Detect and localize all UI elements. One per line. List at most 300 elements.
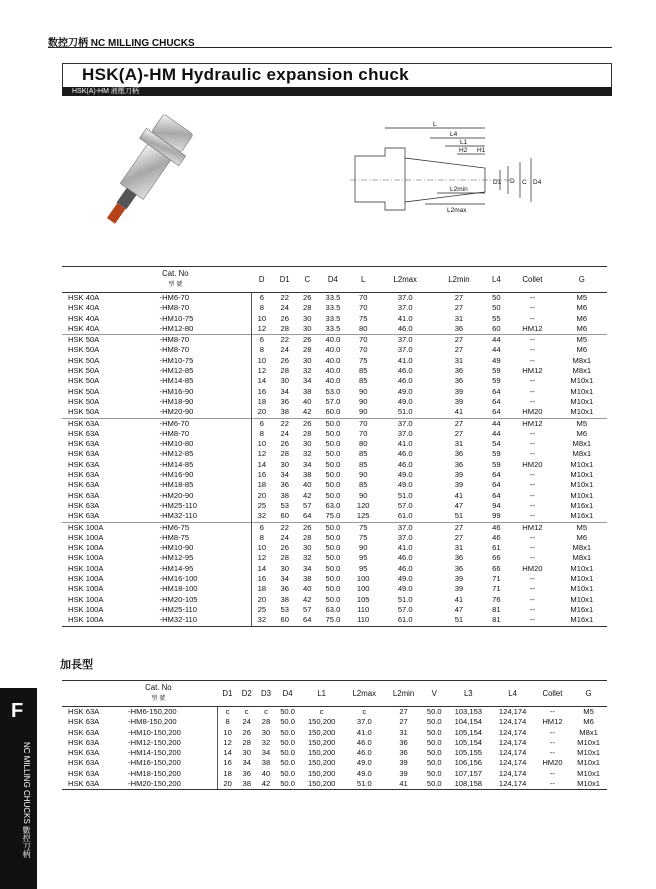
holder-size-cell: HSK 63A [68, 490, 100, 500]
value-cell: 71 [492, 574, 501, 584]
value-cell: 42 [303, 594, 312, 604]
table-row [62, 366, 607, 376]
model-cell: -HM16-90 [159, 386, 194, 396]
value-cell: 39 [454, 470, 464, 480]
model-cell: -HM12-150,200 [128, 737, 181, 747]
value-cell: 50.0 [280, 737, 295, 747]
value-cell: 37.0 [377, 335, 433, 346]
value-cell: HM12 [542, 717, 563, 727]
table-row [62, 303, 607, 313]
table-row [62, 728, 607, 738]
value-cell: 50.0 [280, 748, 295, 758]
value-cell: M8x1 [572, 553, 592, 563]
value-cell: -- [529, 532, 535, 542]
value-cell: 150,200 [307, 717, 336, 727]
value-cell: 37.0 [397, 293, 413, 302]
value-cell: 37.0 [397, 345, 413, 355]
header-rule [48, 47, 612, 48]
value-cell: 150,200 [300, 779, 344, 790]
model-cell: -HM8-70 [159, 303, 190, 313]
value-cell: M8x1 [572, 543, 592, 553]
column-header: L3 [446, 681, 490, 707]
spec-table-standard [62, 266, 607, 627]
value-cell: 50.0 [325, 470, 341, 480]
model-cell: -HM16-90 [159, 470, 194, 480]
value-cell: -- [549, 707, 555, 716]
value-cell: M16x1 [570, 500, 594, 510]
value-cell: 66 [492, 563, 501, 573]
value-cell: 49.0 [397, 386, 413, 396]
value-cell: M6 [576, 323, 588, 333]
value-cell: 64 [303, 511, 312, 521]
value-cell: 50.0 [426, 758, 442, 768]
value-cell: 22 [272, 418, 298, 429]
table-row [62, 418, 607, 429]
holder-size-cell: HSK 63A [68, 439, 100, 449]
value-cell: 57 [303, 500, 312, 510]
value-cell: 63.0 [325, 500, 341, 510]
table-row [62, 615, 607, 626]
value-cell: 51.0 [397, 407, 413, 417]
value-cell: 27 [399, 707, 408, 716]
value-cell: 32 [303, 366, 312, 376]
value-cell: 50.0 [317, 522, 350, 533]
value-cell: M10x1 [570, 386, 594, 396]
value-cell: 95 [358, 553, 368, 563]
table-row [62, 449, 607, 459]
value-cell: 26 [298, 418, 317, 429]
model-cell: -HM10-90 [159, 543, 194, 553]
value-cell: 59 [492, 459, 501, 469]
value-cell: 50.0 [325, 532, 341, 542]
value-cell: 6 [252, 522, 272, 533]
holder-size-cell: HSK 50A [62, 335, 154, 346]
model-cell: -HM18-150,200 [128, 768, 181, 778]
holder-size-cell: HSK 63A [68, 737, 100, 747]
label-H2: H2 [459, 147, 468, 154]
value-cell: 46.0 [397, 449, 413, 459]
label-L4: L4 [450, 131, 458, 138]
value-cell: -- [529, 449, 535, 459]
value-cell: 57.0 [325, 396, 341, 406]
value-cell: 10 [252, 314, 272, 324]
value-cell: 50.0 [422, 779, 446, 790]
value-cell: 75.0 [325, 511, 341, 521]
value-cell: M8x1 [572, 439, 592, 449]
model-cell: -HM32-110 [154, 615, 252, 626]
table-row [62, 293, 607, 304]
value-cell: 55 [492, 313, 501, 323]
catno-cn: 型 號 [168, 282, 183, 288]
value-cell: 50.0 [426, 768, 442, 778]
value-cell: 49.0 [397, 396, 413, 406]
value-cell: 124,174 [490, 779, 534, 790]
value-cell: 51 [454, 511, 464, 521]
value-cell: 46.0 [356, 737, 372, 747]
value-cell: -- [549, 727, 555, 737]
value-cell: 50.0 [280, 727, 295, 737]
value-cell: 150,200 [307, 768, 336, 778]
model-cell: -HM6-70 [154, 418, 252, 429]
value-cell: 50.0 [325, 480, 341, 490]
table-row [62, 356, 607, 366]
table-row [62, 429, 607, 439]
value-cell: 44 [485, 335, 509, 346]
value-cell: 38 [280, 490, 289, 500]
value-cell: 27 [454, 428, 464, 438]
value-cell: 26 [280, 439, 289, 449]
holder-size-cell: HSK 63A [68, 717, 100, 727]
value-cell: 90 [358, 407, 368, 417]
value-cell: 42 [303, 407, 312, 417]
value-cell: 38 [303, 386, 312, 396]
value-cell: 46.0 [397, 553, 413, 563]
label-C: C [522, 179, 527, 186]
value-cell: 81 [492, 604, 501, 614]
value-cell: 28 [303, 428, 312, 438]
value-cell: 37.0 [397, 532, 413, 542]
value-cell: 38 [261, 758, 271, 768]
value-cell: 85 [358, 376, 368, 386]
value-cell: 24 [242, 717, 251, 727]
drawing-hsk-outline [355, 148, 405, 210]
table-row [62, 574, 607, 584]
table-row [62, 543, 607, 553]
value-cell: 32 [303, 449, 312, 459]
value-cell: M10x1 [570, 407, 594, 417]
value-cell: 57.0 [397, 500, 413, 510]
value-cell: -- [529, 480, 535, 490]
column-header: L4 [485, 267, 509, 293]
value-cell: 33.5 [325, 303, 341, 313]
label-L1: L1 [460, 139, 468, 146]
value-cell: M10x1 [577, 758, 600, 768]
product-photo [95, 110, 245, 235]
value-cell: 12 [218, 738, 237, 748]
value-cell: 16 [252, 574, 272, 584]
holder-size-cell: HSK 100A [68, 532, 104, 542]
value-cell: -- [535, 779, 570, 790]
value-cell: M10x1 [570, 563, 594, 573]
value-cell: 31 [454, 439, 464, 449]
value-cell: 39 [454, 480, 464, 490]
value-cell: -- [529, 345, 535, 355]
table-row [62, 314, 607, 324]
value-cell: M16x1 [570, 604, 594, 614]
label-H1: H1 [477, 147, 486, 154]
value-cell: 53 [280, 604, 289, 614]
value-cell: 76 [492, 594, 501, 604]
model-cell: -HM6-75 [154, 522, 252, 533]
holder-size-cell: HSK 63A [68, 758, 100, 768]
catno-en: Cat. No [145, 683, 172, 692]
value-cell: 66 [492, 553, 501, 563]
value-cell: 26 [298, 335, 317, 346]
value-cell: 34 [303, 376, 312, 386]
holder-size-cell: HSK 50A [68, 345, 100, 355]
column-header: D2 [237, 681, 256, 707]
table-row [62, 460, 607, 470]
value-cell: 34 [303, 459, 312, 469]
value-cell: 49.0 [356, 758, 372, 768]
table-row [62, 511, 607, 522]
value-cell: M10x1 [570, 584, 594, 594]
table-row [62, 564, 607, 574]
value-cell: -- [529, 303, 535, 313]
label-L: L [433, 121, 437, 128]
value-cell: 57.0 [397, 604, 413, 614]
value-cell: -- [529, 439, 535, 449]
value-cell: 20 [218, 779, 237, 790]
value-cell: 37.0 [356, 717, 372, 727]
value-cell: 63.0 [325, 604, 341, 614]
value-cell: 60 [280, 511, 289, 521]
holder-size-cell: HSK 100A [68, 553, 104, 563]
holder-size-cell: HSK 63A [68, 511, 100, 521]
value-cell: 41.0 [397, 355, 413, 365]
value-cell: 54 [492, 439, 501, 449]
value-cell: 36 [242, 768, 251, 778]
value-cell: 49.0 [397, 584, 413, 594]
value-cell: 26 [280, 313, 289, 323]
catno-cn: 型 號 [151, 696, 166, 702]
value-cell: 36 [454, 323, 464, 333]
value-cell: 49.0 [397, 574, 413, 584]
table-row [62, 439, 607, 449]
model-cell: -HM16-100 [159, 574, 198, 584]
column-header: G [570, 681, 607, 707]
technical-drawing [345, 118, 540, 223]
value-cell: 14 [252, 564, 272, 574]
value-cell: 64 [492, 386, 501, 396]
value-cell: 61.0 [377, 615, 433, 626]
side-tab-letter: F [11, 700, 24, 722]
value-cell: M10x1 [577, 768, 600, 778]
value-cell: 41.0 [397, 543, 413, 553]
value-cell: 50.0 [317, 418, 350, 429]
value-cell: -- [529, 293, 535, 302]
value-cell: 36 [399, 748, 408, 758]
holder-size-cell: HSK 50A [68, 376, 100, 386]
value-cell: 24 [280, 303, 289, 313]
model-cell: -HM8-70 [154, 335, 252, 346]
value-cell: -- [529, 386, 535, 396]
value-cell: 60 [272, 615, 298, 626]
model-cell: -HM10-80 [159, 439, 194, 449]
value-cell: 8 [252, 429, 272, 439]
value-cell: 39 [399, 768, 408, 778]
page-title: HSK(A)-HM Hydraulic expansion chuck [82, 65, 409, 84]
value-cell: 38 [303, 574, 312, 584]
value-cell: 50.0 [325, 490, 341, 500]
value-cell: M10x1 [570, 779, 607, 790]
value-cell: 59 [492, 376, 501, 386]
value-cell: 27 [454, 293, 464, 302]
value-cell: 8 [218, 717, 237, 727]
value-cell: 12 [252, 324, 272, 335]
value-cell: 61.0 [397, 511, 413, 521]
column-header: D1 [218, 681, 237, 707]
holder-size-cell: HSK 63A [68, 449, 100, 459]
value-cell: 51 [433, 615, 484, 626]
value-cell: 8 [252, 303, 272, 313]
holder-size-cell: HSK 40A [68, 313, 100, 323]
label-D4: D4 [533, 179, 542, 186]
table-row [62, 769, 607, 779]
value-cell: 41 [454, 490, 464, 500]
value-cell: 90 [358, 543, 368, 553]
table-row [62, 595, 607, 605]
value-cell: M8x1 [579, 727, 598, 737]
value-cell: c [218, 707, 237, 718]
table-row [62, 345, 607, 355]
value-cell: 27 [399, 717, 408, 727]
value-cell: M10x1 [570, 490, 594, 500]
value-cell: 49.0 [397, 470, 413, 480]
value-cell: 124,174 [498, 727, 527, 737]
value-cell: 49.0 [356, 768, 372, 778]
value-cell: 46.0 [397, 563, 413, 573]
value-cell: 10 [252, 543, 272, 553]
holder-size-cell: HSK 63A [68, 748, 100, 758]
value-cell: 36 [280, 480, 289, 490]
holder-size-cell: HSK 63A [68, 500, 100, 510]
column-header: L2min [433, 267, 484, 293]
value-cell: 34 [280, 470, 289, 480]
holder-size-cell: HSK 100A [68, 584, 104, 594]
value-cell: 28 [280, 553, 289, 563]
value-cell: 40.0 [325, 376, 341, 386]
value-cell: 36 [454, 459, 464, 469]
column-header: C [298, 267, 317, 293]
value-cell: 39 [454, 584, 464, 594]
column-header: D [252, 267, 272, 293]
value-cell: M16x1 [570, 511, 594, 521]
value-cell: 26 [303, 293, 312, 302]
model-cell: -HM6-70 [159, 293, 190, 302]
value-cell: 27 [454, 532, 464, 542]
value-cell: 50.0 [325, 428, 341, 438]
value-cell: 46.0 [397, 323, 413, 333]
value-cell: 47 [454, 604, 464, 614]
value-cell: 107,157 [454, 768, 483, 778]
value-cell: 50.0 [276, 779, 300, 790]
value-cell: HM12 [522, 323, 543, 333]
side-tab-text: NC MILLING CHUCKS 數控刀柄 [22, 741, 31, 858]
value-cell: 75 [358, 532, 368, 542]
value-cell: 105,155 [454, 748, 483, 758]
holder-size-cell: HSK 50A [68, 366, 100, 376]
value-cell: 32 [303, 553, 312, 563]
value-cell: 95 [358, 563, 368, 573]
table-header-row [62, 267, 607, 293]
holder-size-cell: HSK 63A [68, 480, 100, 490]
column-header: L4 [490, 681, 534, 707]
table-row [62, 553, 607, 563]
value-cell: 31 [399, 727, 408, 737]
value-cell: 32 [252, 615, 272, 626]
column-header: D3 [256, 681, 275, 707]
model-cell: -HM20-105 [159, 594, 198, 604]
value-cell: 64 [298, 615, 317, 626]
value-cell: 40.0 [317, 335, 350, 346]
value-cell: 28 [303, 532, 312, 542]
value-cell: 51.0 [344, 779, 385, 790]
value-cell: 30 [280, 459, 289, 469]
value-cell: 120 [356, 500, 370, 510]
value-cell: M6 [576, 532, 588, 542]
table-row [62, 533, 607, 543]
value-cell: 50.0 [280, 707, 295, 716]
holder-size-cell: HSK 40A [68, 303, 100, 313]
value-cell: M10x1 [570, 396, 594, 406]
model-cell: -HM14-85 [159, 376, 194, 386]
value-cell: 150,200 [307, 737, 336, 747]
value-cell: 46.0 [356, 748, 372, 758]
model-cell: -HM20-90 [159, 490, 194, 500]
holder-size-cell: HSK 63A [62, 779, 122, 790]
value-cell: 41 [454, 594, 464, 604]
table-row [62, 470, 607, 480]
column-header: Collet [508, 267, 556, 293]
value-cell: 28 [303, 345, 312, 355]
value-cell: 49 [492, 355, 501, 365]
model-cell: -HM6-150,200 [128, 707, 177, 716]
value-cell: 53 [280, 500, 289, 510]
model-cell: -HM18-90 [159, 396, 194, 406]
value-cell: M6 [576, 313, 588, 323]
value-cell: 14 [218, 748, 237, 758]
value-cell: 27 [433, 522, 484, 533]
value-cell: 40.0 [325, 345, 341, 355]
value-cell: 75 [358, 313, 368, 323]
value-cell: -- [529, 584, 535, 594]
value-cell: 16 [252, 387, 272, 397]
value-cell: M10x1 [570, 470, 594, 480]
value-cell: M16x1 [557, 615, 607, 626]
value-cell: -- [529, 428, 535, 438]
holder-size-cell: HSK 63A [68, 428, 100, 438]
value-cell: 81 [485, 615, 509, 626]
value-cell: 6 [252, 335, 272, 346]
value-cell: 33.5 [325, 323, 341, 333]
table-row [62, 480, 607, 490]
value-cell: M10x1 [570, 376, 594, 386]
value-cell: 150,200 [307, 748, 336, 758]
table-row [62, 779, 607, 790]
value-cell: -- [529, 574, 535, 584]
value-cell: 104,154 [454, 717, 483, 727]
value-cell: 28 [280, 323, 289, 333]
subtitle-bar [62, 87, 612, 96]
value-cell: 108,158 [446, 779, 490, 790]
value-cell: 50.0 [426, 727, 442, 737]
model-cell: -HM10-150,200 [128, 727, 181, 737]
value-cell: M8x1 [572, 449, 592, 459]
model-cell: -HM16-150,200 [128, 758, 181, 768]
value-cell: 40 [303, 396, 312, 406]
model-cell: -HM8-150,200 [128, 717, 177, 727]
value-cell: 20 [252, 407, 272, 418]
value-cell: 26 [280, 355, 289, 365]
value-cell: 40.0 [325, 355, 341, 365]
value-cell: 46 [485, 522, 509, 533]
model-cell: -HM8-75 [159, 532, 190, 542]
value-cell: 27 [433, 335, 484, 346]
table-row [62, 605, 607, 615]
value-cell: HM20 [542, 758, 563, 768]
table-row [62, 397, 607, 407]
